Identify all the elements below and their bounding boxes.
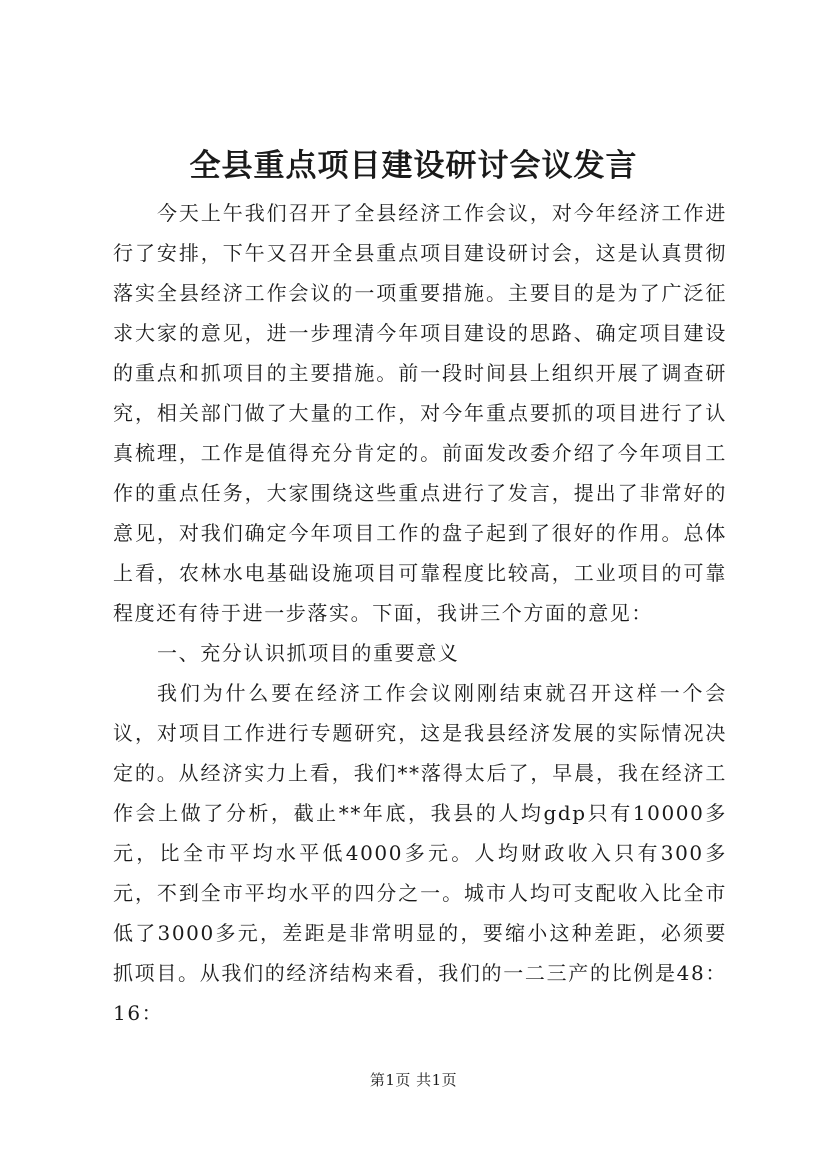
- document-body: [113, 193, 727, 1033]
- document-title: 全县重点项目建设研讨会议发言: [189, 148, 638, 184]
- section-heading: 一、充分认识抓项目的重要意义: [157, 641, 460, 665]
- page-footer: 第1页 共1页: [369, 1071, 458, 1089]
- section-paragraph: 我们为什么要在经济工作会议刚刚结束就召开这样一个会议，对项目工作进行专题研究，这是我县经济发展的实际情况决定的。从经济实力上看，我们**落得太后了，早晨，我在经济工作会上做了分析，截止**年底，我县的人均gdp只有10000多元，比全市平均水平低4000多元。人均财政收入只有300多元，不到全市平均水平的四分之一。城市人均可支配收入比全市低了3000多元，差距是非常明显的，要缩小这种差距，必须要抓项目。从我们的经济结构来看，我们的一二三产的比例是48：16：: [113, 681, 727, 1025]
- intro-paragraph: 今天上午我们召开了全县经济工作会议，对今年经济工作进行了安排，下午又召开全县重点项目建设研讨会，这是认真贯彻落实全县经济工作会议的一项重要措施。主要目的是为了广泛征求大家的意见，进一步理清今年项目建设的思路、确定项目建设的重点和抓项目的主要措施。前一段时间县上组织开展了调查研究，相关部门做了大量的工作，对今年重点要抓的项目进行了认真梳理，工作是值得充分肯定的。前面发改委介绍了今年项目工作的重点任务，大家围绕这些重点进行了发言，提出了非常好的意见，对我们确定今年项目工作的盘子起到了很好的作用。总体上看，农林水电基础设施项目可靠程度比较高，工业项目的可靠程度还有待于进一步落实。下面，我讲三个方面的意见：: [113, 201, 727, 625]
